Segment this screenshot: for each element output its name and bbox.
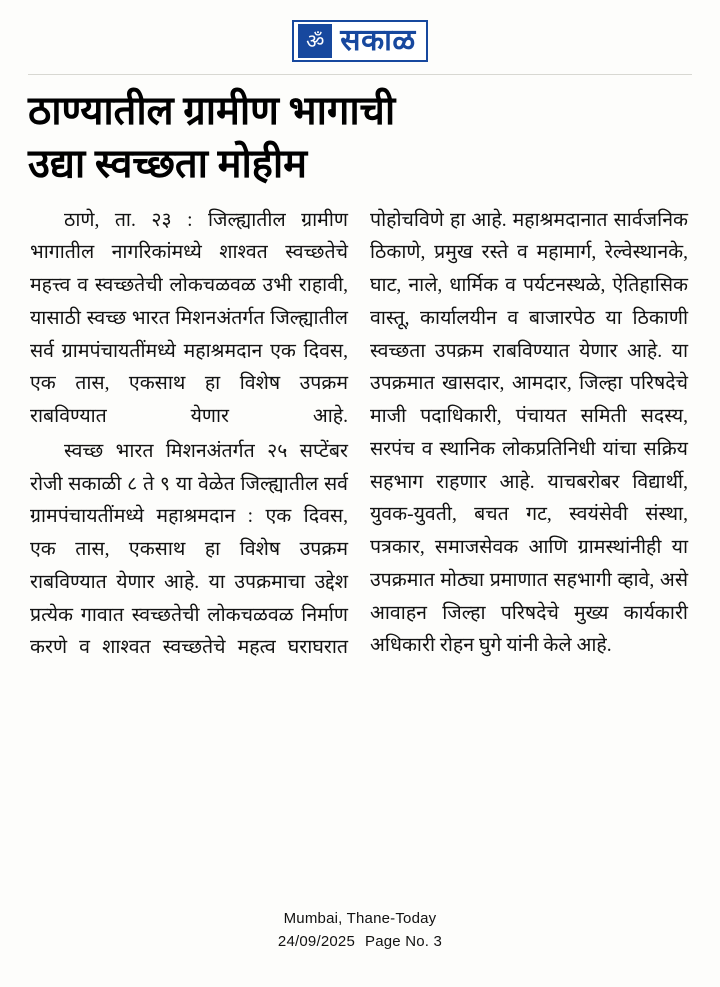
footer [0,908,720,953]
sakal-logo-icon: ॐ [298,24,332,58]
article-body [30,205,690,668]
footer-date: 24/09/2025 [277,932,355,950]
paragraph: ठाणे, ता. २३ : जिल्ह्यातील ग्रामीण भागातील नागरिकांमध्ये शाश्वत स्वच्छतेचे महत्त्व व स्वच्छतेची लोकचळवळ उभी राहावी, यासाठी स्वच्छ भारत मिशनअंतर्गत जिल्ह्यातील सर्व ग्रामपंचायतींमध्ये महाश्रमदान एक दिवस, एक तास, एकसाथ हा विशेष उपक्रम राबविण्यात येणार आहे. [30,209,348,428]
masthead [26,20,694,62]
article-column-right [370,205,688,668]
headline-line-1: ठाण्यातील ग्रामीण भागाची [28,88,396,133]
footer-edition: Mumbai, Thane-Today [283,910,437,927]
paragraph: स्वच्छ भारत मिशनअंतर्गत २५ सप्टेंबर रोजी सकाळी ८ ते ९ या वेळेत जिल्ह्यातील सर्व ग्रामपंचायतींमध्ये महाश्रमदान : एक दिवस, एक तास, एकसाथ हा विशेष उपक्रम राबविण्यात येणार आहे. या उपक्रमाचा उद्देश प्रत्येक गावात स्वच्छतेची लोकचळवळ निर्माण करणे व शाश्वत स्वच्छतेचे महत्व घराघरात [30,440,348,659]
article-column-left [30,205,348,668]
sakal-logo [292,20,427,62]
paragraph: पोहोचविणे हा आहे. महाश्रमदानात सार्वजनिक ठिकाणे, प्रमुख रस्ते व महामार्ग, रेल्वेस्थानके, घाट, नाले, धार्मिक व पर्यटनस्थळे, ऐतिहासिक वास्तू, कार्यालयीन व बाजारपेठ या ठिकाणी स्वच्छता उपक्रम राबविण्यात येणार आहे. या उपक्रमात खासदार, आमदार, जिल्हा परिषदेचे माजी पदाधिकारी, पंचायत समिती सदस्य, सरपंच व स्थानिक लोकप्रतिनिधी यांचा सक्रिय सहभाग राहणार आहे. याचबरोबर विद्यार्थी, युवक-युवती, बचत गट, स्वयंसेवी संस्था, पत्रकार, समाजसेवक आणि ग्रामस्थांनीही या उपक्रमात मोठ्या प्रमाणात सहभागी व्हावे, असे आवाहन जिल्हा परिषदेचे मुख्य कार्यकारी अधिकारी रोहन घुगे यांनी केले आहे. [370,209,688,657]
headline-line-2: उद्या स्वच्छता मोहीम [28,140,307,186]
headline [28,74,692,191]
footer-date-page [0,931,720,954]
masthead-title: सकाळ [340,24,416,57]
footer-page-number: Page No. 3 [365,932,443,950]
